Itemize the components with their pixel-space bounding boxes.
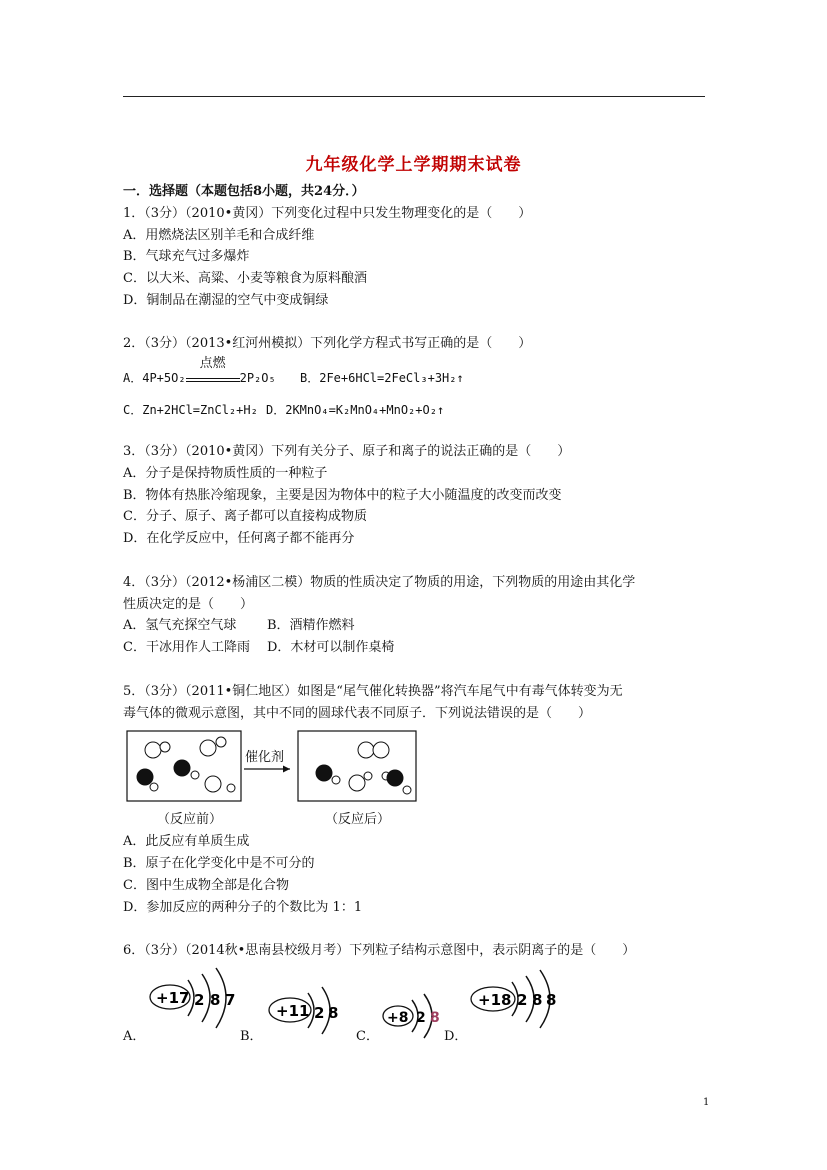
q5-stem-line1: 5．（3分）（2011•铜仁地区）如图是“尾气催化转换器”将汽车尾气中有毒气体转变为无: [123, 684, 623, 699]
q1-option-c: C．以大米、高粱、小麦等粮食为原料酿酒: [123, 271, 367, 286]
page-title: 九年级化学上学期期末试卷: [305, 155, 522, 175]
atom-structure-b: [269, 987, 338, 1034]
white-atom: [150, 783, 158, 791]
q6-option-c: C．: [356, 1029, 379, 1044]
q4-option-c: C．干冰用作人工降雨: [123, 640, 250, 655]
q5-option-b: B．原子在化学变化中是不可分的: [123, 856, 315, 871]
q3-option-d: D．在化学反应中，任何离子都不能再分: [123, 531, 355, 546]
q1-stem: 1．（3分）（2010•黄冈）下列变化过程中只发生物理变化的是（ ）: [123, 206, 532, 221]
white-atom: [373, 742, 389, 758]
nucleus-charge: +8: [387, 1010, 409, 1026]
black-atom: [316, 765, 333, 782]
white-atom: [160, 742, 170, 752]
shell-electrons: 8: [210, 991, 221, 1009]
q6-stem: 6．（3分）（2014秋•思南县校级月考）下列粒子结构示意图中，表示阴离子的是（ ）: [123, 943, 636, 958]
white-atom: [227, 784, 235, 792]
q3-stem: 3．（3分）（2010•黄冈）下列有关分子、原子和离子的说法正确的是（ ）: [123, 444, 571, 459]
q4-stem-line2: 性质决定的是（ ）: [123, 597, 254, 612]
white-atom: [349, 775, 365, 791]
q4-option-b: B．酒精作燃料: [267, 618, 355, 633]
shell-electrons: 2: [416, 1010, 426, 1026]
shell-electrons: 8: [532, 991, 543, 1009]
q2-option-d: D．2KMnO₄=K₂MnO₄+MnO₂+O₂↑: [266, 403, 445, 417]
q2-option-a-label: A．: [123, 371, 143, 385]
page-number: 1: [703, 1097, 710, 1108]
q6-option-d: D．: [444, 1029, 468, 1044]
black-atom: [174, 760, 191, 777]
white-atom: [145, 742, 161, 758]
q3-option-b: B．物体有热胀冷缩现象，主要是因为物体中的粒子大小随温度的改变而改变: [123, 488, 562, 503]
nucleus-charge: +11: [276, 1002, 310, 1020]
white-atom: [403, 786, 411, 794]
white-atom: [332, 776, 340, 784]
q5-option-a: A．此反应有单质生成: [123, 834, 250, 849]
nucleus-charge: +18: [478, 991, 512, 1009]
q3-option-c: C．分子、原子、离子都可以直接构成物质: [123, 509, 367, 524]
white-atom: [364, 772, 372, 780]
atom-structure-c: [383, 994, 440, 1038]
q5-reaction-diagram: [120, 726, 430, 836]
white-atom: [200, 740, 216, 756]
arrow-head: [283, 766, 290, 773]
q1-option-b: B．气球充气过多爆炸: [123, 249, 250, 264]
white-atom: [216, 737, 226, 747]
q2-a-products: 2P₂O₅: [239, 371, 276, 385]
q1-option-a: A．用燃烧法区别羊毛和合成纤维: [123, 228, 315, 243]
q2-option-b: B．2Fe+6HCl=2FeCl₃+3H₂↑: [300, 371, 464, 385]
q4-option-a: A．氢气充探空气球: [123, 618, 237, 633]
q5-option-d: D．参加反应的两种分子的个数比为 1：1: [123, 900, 363, 915]
shell-electrons: 8: [546, 991, 557, 1009]
white-atom: [358, 742, 374, 758]
nucleus-charge: +17: [156, 989, 190, 1007]
header-rule: [123, 96, 705, 97]
shell-electrons: 8: [430, 1010, 440, 1026]
q2-stem: 2．（3分）（2013•红河州模拟）下列化学方程式书写正确的是（ ）: [123, 336, 532, 351]
q1-option-d: D．铜制品在潮湿的空气中变成铜绿: [123, 293, 329, 308]
shell-electrons: 7: [225, 991, 236, 1009]
shell-electrons: 2: [314, 1004, 325, 1022]
q4-option-d: D．木材可以制作桌椅: [267, 640, 395, 655]
black-atom: [387, 770, 404, 787]
q5-after-label: （反应后）: [325, 812, 391, 827]
q2-a-reactants: 4P+5O₂: [142, 371, 186, 385]
atom-structure-d: [471, 970, 556, 1028]
shell-electrons: 2: [517, 991, 528, 1009]
q2-a-condition: [186, 356, 240, 382]
q4-stem-line1: 4．（3分）（2012•杨浦区二模）物质的性质决定了物质的用途，下列物质的用途由其化学: [123, 575, 636, 590]
white-atom: [205, 776, 221, 792]
q2-option-c: C．Zn+2HCl=ZnCl₂+H₂: [123, 403, 258, 417]
shell-electrons: 2: [194, 991, 205, 1009]
q5-stem-line2: 毒气体的微观示意图，其中不同的圆球代表不同原子．下列说法错误的是（ ）: [123, 706, 592, 721]
q5-before-label: （反应前）: [157, 812, 223, 827]
q5-option-c: C．图中生成物全部是化合物: [123, 878, 289, 893]
q6-option-a: A．: [123, 1029, 146, 1044]
atom-structure-a: [150, 968, 235, 1028]
q2-option-a: [123, 356, 276, 386]
q3-option-a: A．分子是保持物质性质的一种粒子: [123, 466, 328, 481]
shell-electrons: 8: [328, 1004, 339, 1022]
section-heading: 一．选择题（本题包括8小题，共24分．）: [123, 184, 365, 199]
black-atom: [137, 769, 154, 786]
q5-arrow-label: 催化剂: [245, 750, 285, 765]
q2-a-condition-text: 点燃: [199, 356, 226, 371]
q6-option-b: B．: [240, 1029, 263, 1044]
white-atom: [191, 771, 199, 779]
